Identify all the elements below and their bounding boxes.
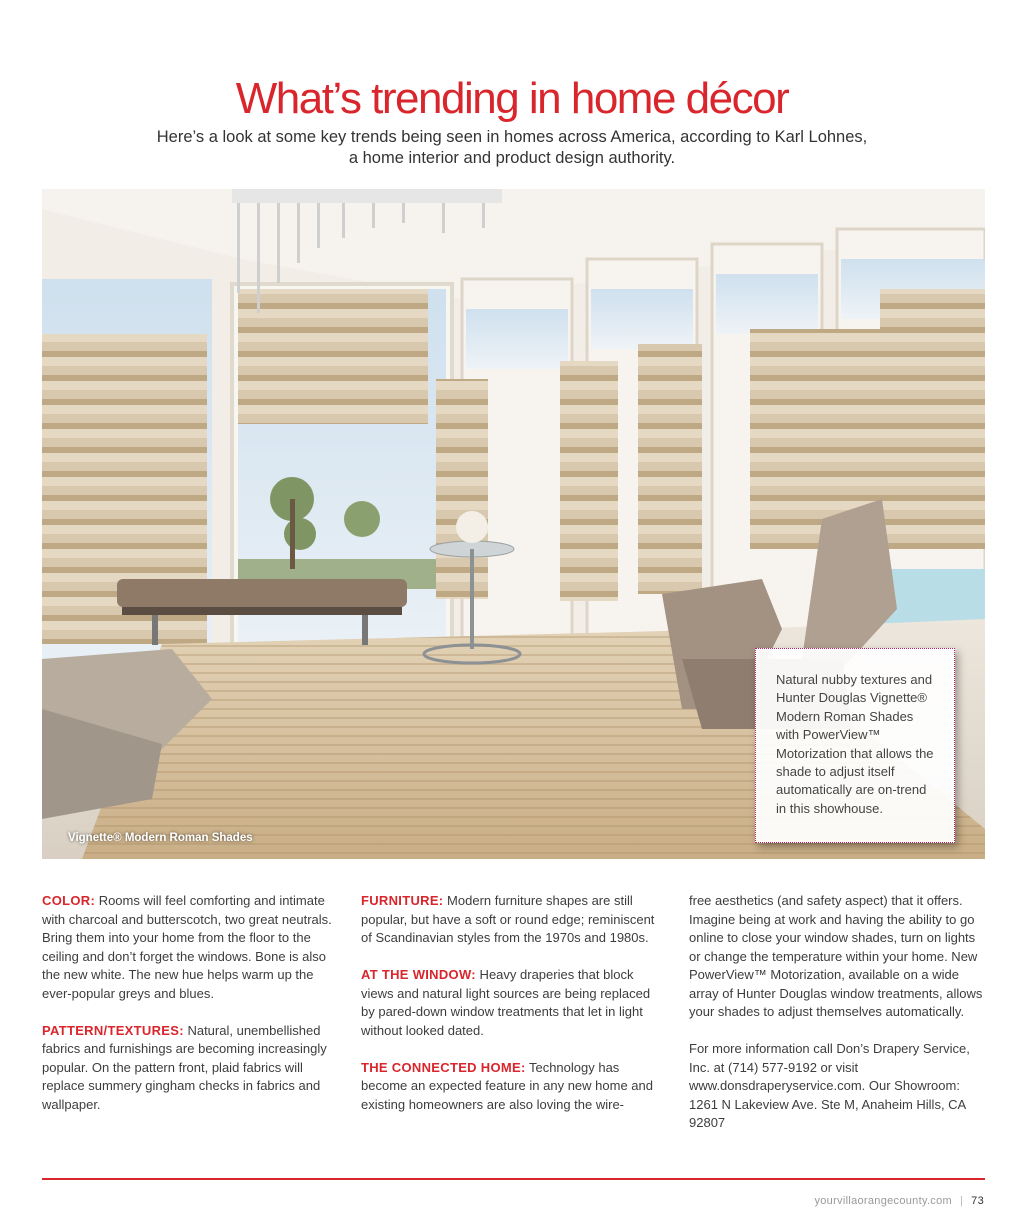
subtitle-line-1: Here’s a look at some key trends being seen in homes across America, according to Karl Lohnes, (156, 128, 868, 146)
text-window: Heavy draperies that block views and natural light sources are being replaced by pared-down window treatments that let in light without looked dated. (361, 967, 651, 1038)
column-3 (689, 892, 989, 1151)
paragraph-furniture (361, 892, 659, 948)
subtitle-line-2: a home interior and product design authority. (348, 149, 676, 167)
text-connected: Technology has become an expected feature in any new home and existing homeowners are also loving the wire- (361, 1059, 653, 1112)
page-footer (814, 1195, 984, 1207)
paragraph-connected-cont: free aesthetics (and safety aspect) that it offers. Imagine being at work and having the ability to go online to close your window shades, turn on lights or change the temperature within your home. New PowerView™ Motorization, available on a wide array of Hunter Douglas window treatments, allows your shades to adjust themselves automatically. (689, 893, 983, 1019)
text-pattern: Natural, unembellished fabrics and furnishings are becoming increasingly popular. On the pattern front, plaid fabrics will replace summery gingham checks in fabrics and wallpaper. (42, 1022, 327, 1112)
page-subtitle (120, 127, 904, 169)
column-1 (42, 892, 342, 1133)
footer-rule (42, 1178, 985, 1180)
paragraph-window (361, 966, 659, 1040)
column-2 (361, 892, 659, 1133)
lead-color: COLOR: (42, 893, 96, 908)
footer-separator: | (959, 1195, 964, 1207)
text-furniture: Modern furniture shapes are still popular, but have a soft or round edge; reminiscent of Scandinavian styles from the 1970s and 1980s. (361, 893, 655, 945)
text-color: Rooms will feel comforting and intimate with charcoal and butterscotch, two great neutrals. Bring them into your home from the floor to the ceiling and don’t forget the windows. Bone is also the new white. The new hue helps warm up the ever-popular greys and blues. (42, 893, 332, 1001)
lead-window: AT THE WINDOW: (361, 967, 476, 982)
photo-caption: Vignette® Modern Roman Shades (68, 832, 253, 844)
page-number: 73 (971, 1195, 984, 1207)
paragraph-contact: For more information call Don’s Drapery Service, Inc. at (714) 577-9192 or visit www.donsdraperyservice.com. Our Showroom: 1261 N Lakeview Ave. Ste M, Anaheim Hills, CA 92807 (689, 1041, 970, 1130)
paragraph-pattern (42, 1022, 342, 1115)
lead-pattern: PATTERN/TEXTURES: (42, 1022, 184, 1038)
footer-site: yourvillaorangecounty.com (814, 1195, 952, 1207)
lead-connected: THE CONNECTED HOME: (361, 1059, 526, 1075)
paragraph-color (42, 892, 342, 1003)
lead-furniture: FURNITURE: (361, 893, 444, 908)
paragraph-connected (361, 1059, 659, 1115)
page-title: What’s trending in home décor (235, 74, 789, 123)
photo-callout: Natural nubby textures and Hunter Douglas Vignette® Modern Roman Shades with PowerView™ Motorization that allows the shade to adjust itself automatically are on-trend in this showhouse. (755, 648, 955, 843)
